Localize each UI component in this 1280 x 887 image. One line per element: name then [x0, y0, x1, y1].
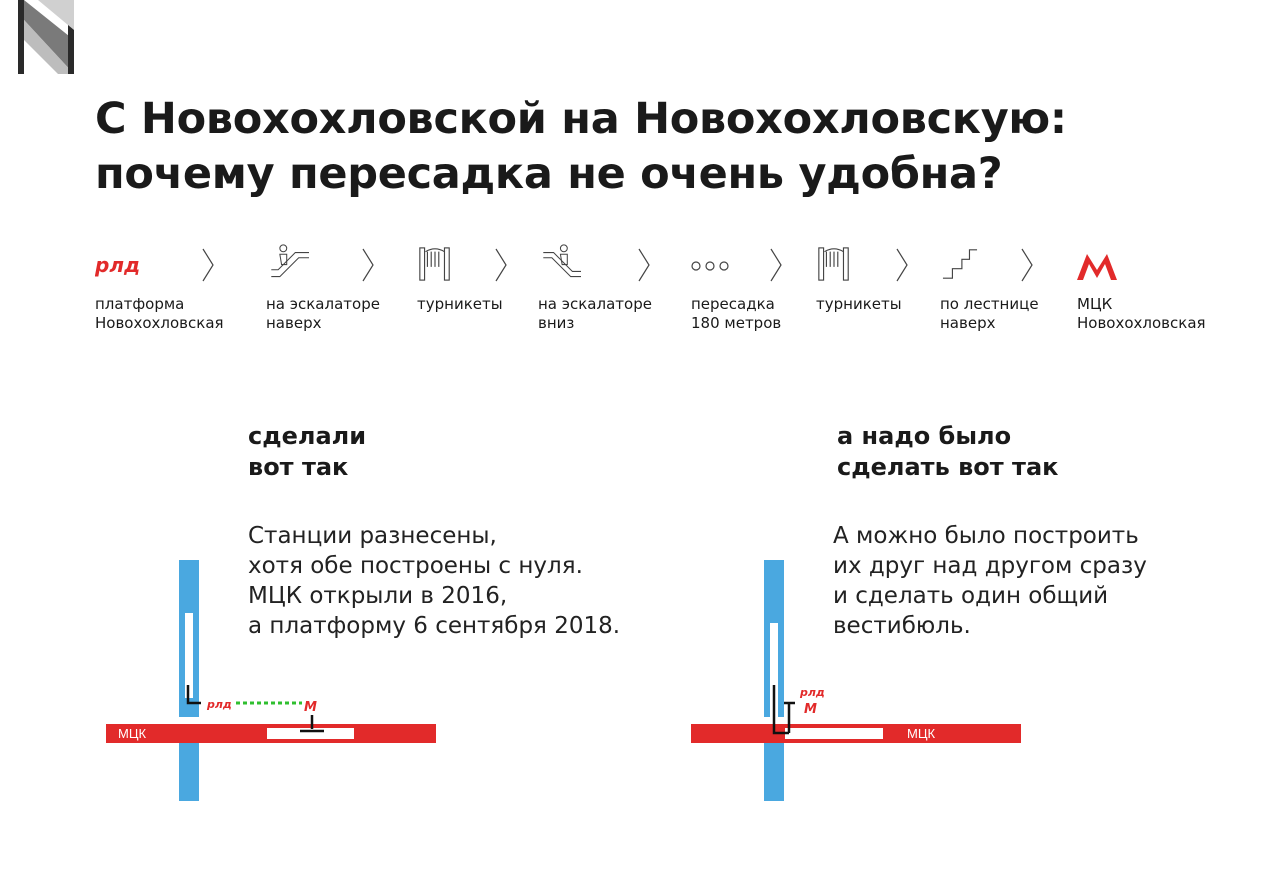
page-title — [95, 92, 1255, 202]
blue-line-bottom — [179, 743, 199, 801]
turnstile-icon — [417, 246, 453, 282]
left-heading — [248, 421, 366, 483]
rzd-logo-icon — [95, 248, 147, 284]
mck-platform — [267, 728, 354, 739]
left-heading-line1: сделали — [248, 422, 367, 450]
rzd-label: рлд — [207, 698, 232, 711]
left-description-line: Станции разнесены, — [248, 523, 497, 549]
page-title-line1: С Новохохловской на Новохохловскую: — [95, 94, 1067, 144]
walk-dots-icon — [691, 248, 731, 284]
blue-line-bottom — [764, 743, 784, 801]
step-label-line2: Новохохловская — [95, 314, 224, 332]
step-label-line1: турникеты — [816, 295, 902, 313]
chevron-right-icon — [768, 247, 784, 283]
right-station-diagram — [685, 555, 1030, 810]
right-heading — [837, 421, 1058, 483]
step-label — [691, 295, 781, 333]
chevron-right-icon — [493, 247, 509, 283]
step-label-line2: наверх — [940, 314, 996, 332]
right-description-line: вестибюль. — [833, 613, 971, 639]
step-label-line1: турникеты — [417, 295, 503, 313]
step-label — [940, 295, 1039, 333]
right-description-line: их друг над другом сразу — [833, 553, 1147, 579]
step-label — [266, 295, 380, 333]
step-label — [538, 295, 652, 333]
escalator-down-icon — [538, 244, 588, 280]
rzd-label: рлд — [800, 686, 825, 699]
left-heading-line2: вот так — [248, 453, 349, 481]
page-title-line2: почему пересадка не очень удобна? — [95, 149, 1003, 199]
right-heading-line1: а надо было — [837, 422, 1012, 450]
mck-label: МЦК — [118, 726, 147, 741]
right-heading-line2: сделать вот так — [837, 453, 1059, 481]
step-label-line1: по лестнице — [940, 295, 1039, 313]
step-label-line1: пересадка — [691, 295, 775, 313]
step-label — [1077, 295, 1206, 333]
step-label-line1: платформа — [95, 295, 185, 313]
left-description-line: МЦК открыли в 2016, — [248, 583, 508, 609]
left-station-diagram — [100, 555, 445, 810]
step-label-line2: 180 метров — [691, 314, 782, 332]
metro-logo-icon — [1077, 250, 1117, 286]
right-description-line: А можно было построить — [833, 523, 1139, 549]
chevron-right-icon — [200, 247, 216, 283]
left-description-line: хотя обе построены с нуля. — [248, 553, 583, 579]
mck-label: МЦК — [907, 726, 936, 741]
step-label — [95, 295, 224, 333]
brand-logo — [18, 0, 78, 76]
step-label-line2: вниз — [538, 314, 575, 332]
chevron-right-icon — [636, 247, 652, 283]
mck-platform — [785, 728, 883, 739]
step-label-line1: на эскалаторе — [266, 295, 380, 313]
stairs-up-icon — [940, 246, 980, 282]
step-label-line2: наверх — [266, 314, 322, 332]
right-description-line: и сделать один общий — [833, 583, 1109, 609]
metro-label: М — [304, 700, 317, 715]
step-label — [816, 295, 902, 314]
chevron-right-icon — [1019, 247, 1035, 283]
escalator-up-icon — [266, 244, 316, 280]
metro-label: М — [804, 702, 817, 717]
chevron-right-icon — [894, 247, 910, 283]
turnstile-icon — [816, 246, 852, 282]
left-description-line: а платформу 6 сентября 2018. — [248, 613, 621, 639]
step-label-line2: Новохохловская — [1077, 314, 1206, 332]
step-label — [417, 295, 503, 314]
svg-text:рлд: рлд — [95, 253, 141, 277]
step-label-line1: МЦК — [1077, 295, 1113, 313]
chevron-right-icon — [360, 247, 376, 283]
step-label-line1: на эскалаторе — [538, 295, 652, 313]
